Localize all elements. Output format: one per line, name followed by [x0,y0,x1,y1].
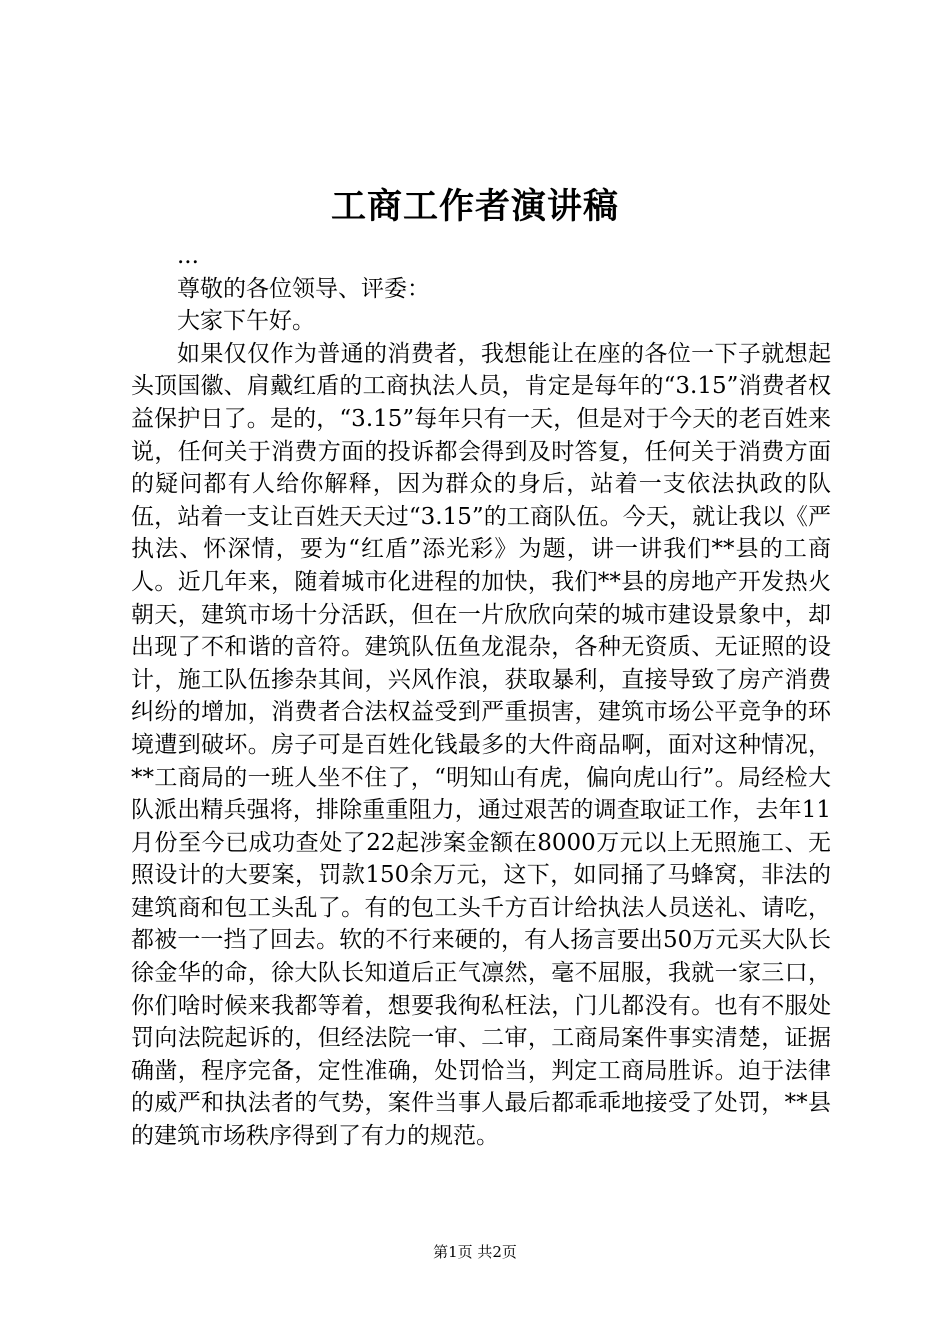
ellipsis-line: ... [177,243,199,269]
document-body [131,240,831,1153]
page-number: 第1页 共2页 [433,1243,517,1261]
salutation: 尊敬的各位领导、评委： [177,275,430,302]
body-paragraph: 如果仅仅作为普通的消费者，我想能让在座的各位一下子就想起头顶国徽、肩戴红盾的工商执法人员，肯定是每年的“3.15”消费者权益保护日了。是的，“3.15”每年只有一天，但是对于今天的老百姓来说，任何关于消费方面的投诉都会得到及时答复，任何关于消费方面的疑问都有人给你解释，因为群众的身后，站着一支依法执政的队伍，站着一支让百姓天天过“3.15”的工商队伍。今天，就让我以《严执法、怀深情，要为“红盾”添光彩》为题，讲一讲我们**县的工商人。近几年来，随着城市化进程的加快，我们**县的房地产开发热火朝天，建筑市场十分活跃，但在一片欣欣向荣的城市建设景象中，却出现了不和谐的音符。建筑队伍鱼龙混杂，各种无资质、无证照的设计，施工队伍掺杂其间，兴风作浪，获取暴利，直接导致了房产消费纠纷的增加，消费者合法权益受到严重损害，建筑市场公平竞争的环境遭到破坏。房子可是百姓化钱最多的大件商品啊，面对这种情况，**工商局的一班人坐不住了，“明知山有虎，偏向虎山行”。局经检大队派出精兵强将，排除重重阻力，通过艰苦的调查取证工作，去年11月份至今已成功查处了22起涉案金额在8000万元以上无照施工、无照设计的大要案，罚款150余万元，这下，如同捅了马蜂窝，非法的建筑商和包工头乱了。有的包工头千方百计给执法人员送礼、请吃，都被一一挡了回去。软的不行来硬的，有人扬言要出50万元买大队长徐金华的命，徐大队长知道后正气凛然，毫不屈服，我就一家三口，你们啥时候来我都等着，想要我徇私枉法，门儿都没有。也有不服处罚向法院起诉的，但经法院一审、二审，工商局案件事实清楚，证据确凿，程序完备，定性准确，处罚恰当，判定工商局胜诉。迫于法律的威严和执法者的气势，案件当事人最后都乖乖地接受了处罚，**县的建筑市场秩序得到了有力的规范。 [131,340,831,1150]
document-title: 工商工作者演讲稿 [330,186,619,227]
greeting: 大家下午好。 [177,308,315,335]
